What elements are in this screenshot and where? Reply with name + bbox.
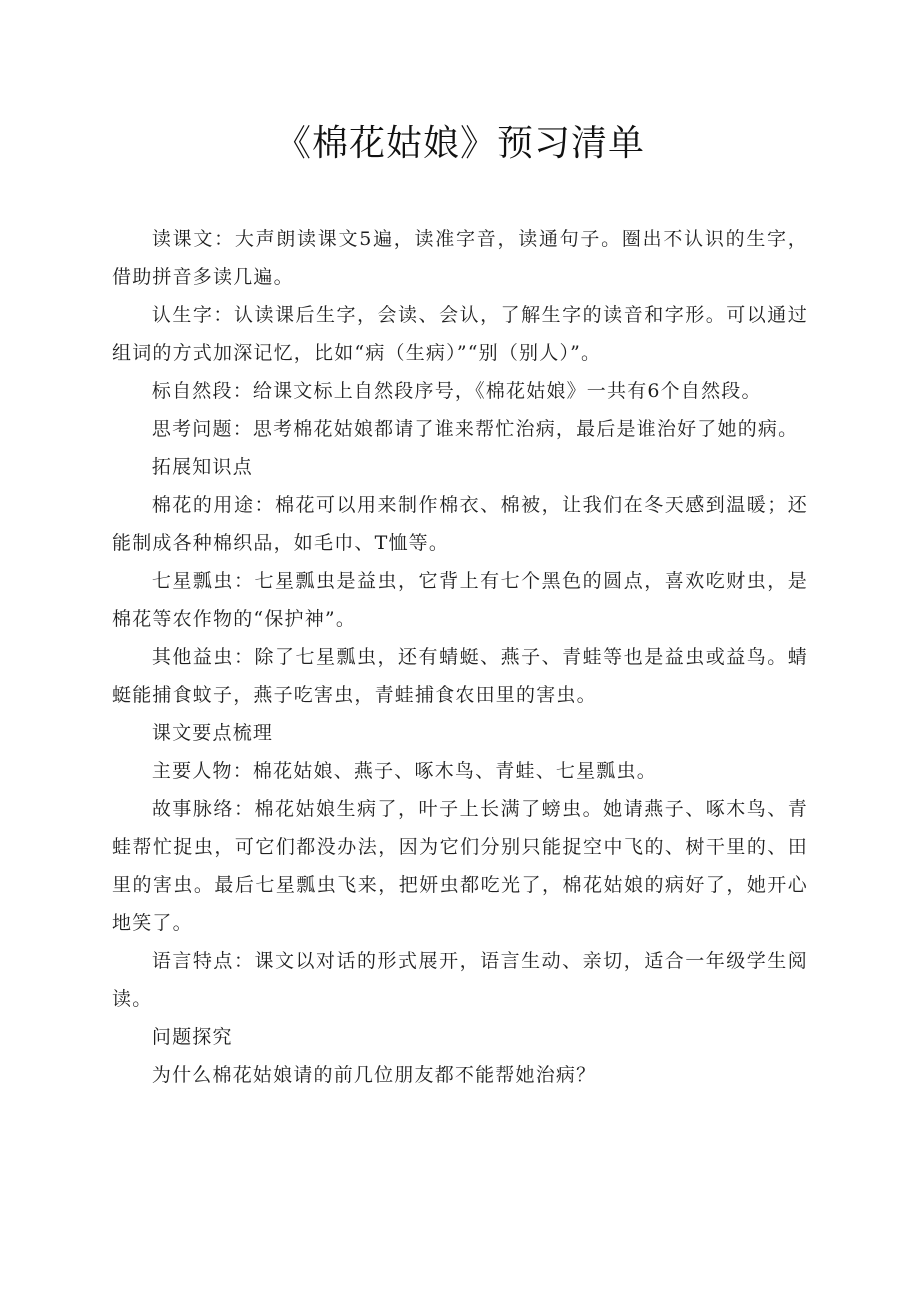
paragraph-read-text: 读课文：大声朗读课文5遍，读准字音，读通句子。圈出不认识的生字，借助拼音多读几遍。: [112, 228, 808, 288]
paragraph-story-outline: 故事脉络：棉花姑娘生病了，叶子上长满了螃虫。她请燕子、啄木鸟、青蛙帮忙捉虫，可它们都没办法，因为它们分别只能捉空中飞的、树干里的、田里的害虫。最后七星瓢虫飞来，把妍虫都吃光了，棉花姑娘的病好了，她开心地笑了。: [112, 798, 808, 934]
paragraph-cotton-uses: 棉花的用途：棉花可以用来制作棉衣、棉被，让我们在冬天感到温暖；还能制成各种棉织品，如毛巾、T恤等。: [112, 494, 808, 554]
paragraph-mark-sections: 标自然段：给课文标上自然段序号，《棉花姑娘》一共有6个自然段。: [151, 380, 762, 402]
document-body: [112, 220, 808, 1094]
paragraph-inquiry-question: 为什么棉花姑娘请的前几位朋友都不能帮她治病？: [151, 1064, 597, 1086]
paragraph-main-characters: 主要人物：棉花姑娘、燕子、啄木鸟、青蛙、七星瓢虫。: [151, 760, 657, 782]
paragraph-other-beneficial-insects: 其他益虫：除了七星瓢虫，还有蜻蜓、燕子、青蛙等也是益虫或益鸟。蜻蜓能捕食蚊子，燕子吃害虫，青蛙捕食农田里的害虫。: [112, 646, 808, 706]
paragraph-ladybug: 七星瓢虫：七星瓢虫是益虫，它背上有七个黑色的圆点，喜欢吃财虫，是棉花等农作物的“保护神”。: [112, 570, 808, 630]
paragraph-think-questions: 思考问题：思考棉花姑娘都请了谁来帮忙治病，最后是谁治好了她的病。: [151, 418, 799, 440]
section-heading-extended-knowledge: 拓展知识点: [151, 456, 253, 478]
section-heading-key-points: 课文要点梳理: [151, 722, 274, 744]
paragraph-language-features: 语言特点：课文以对话的形式展开，语言生动、亲切，适合一年级学生阅读。: [112, 950, 808, 1010]
document-title: 《棉花姑娘》预习清单: [274, 123, 645, 164]
section-heading-inquiry: 问题探究: [151, 1026, 233, 1048]
paragraph-learn-characters: 认生字：认读课后生字，会读、会认，了解生字的读音和字形。可以通过组词的方式加深记忆，比如“病（生病）”“别（别人）”。: [112, 304, 808, 364]
